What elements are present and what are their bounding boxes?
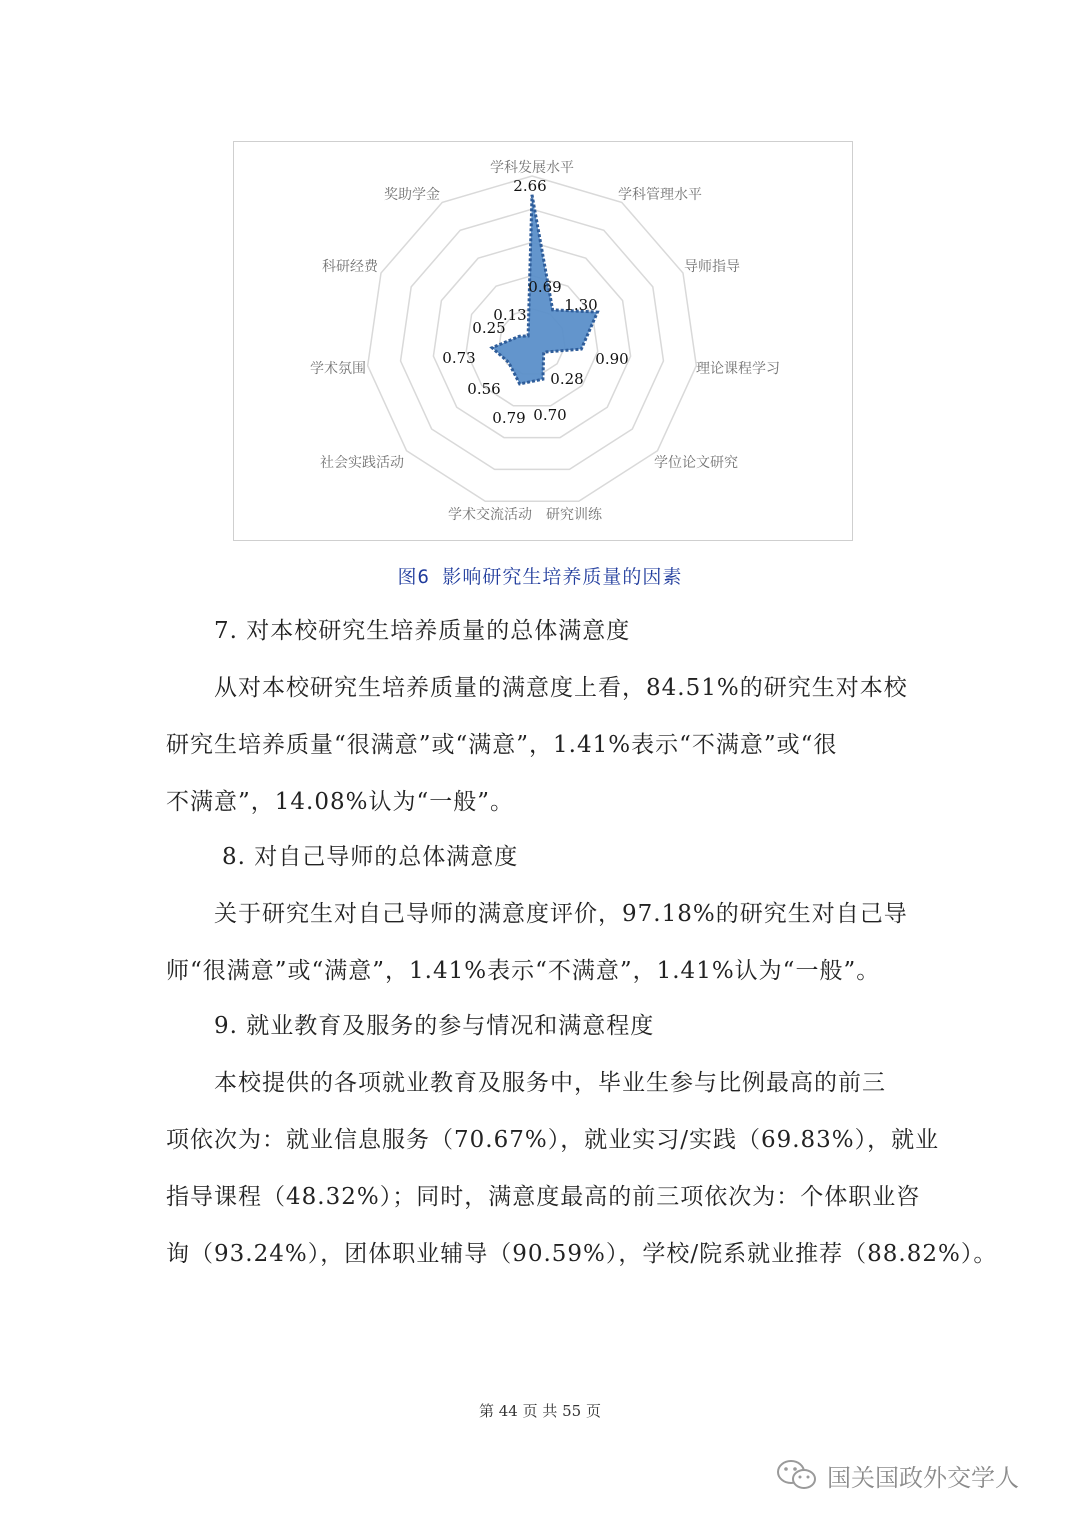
radar-value-label: 0.79 — [492, 409, 526, 427]
s8-line-1: 关于研究生对自己导师的满意度评价，97.18%的研究生对自己导 — [214, 901, 908, 927]
s9-line-4: 询（93.24%），团体职业辅导（90.59%），学校/院系就业推荐（88.82%）。 — [166, 1241, 998, 1267]
radar-value-label: 0.28 — [550, 370, 584, 388]
radar-axis-label: 导师指导 — [684, 259, 740, 275]
radar-value-label: 0.13 — [493, 306, 527, 324]
radar-value-label: 0.56 — [467, 380, 501, 398]
radar-value-label: 0.70 — [533, 406, 567, 424]
radar-axis-label: 学术交流活动 — [448, 507, 532, 523]
radar-value-label: 2.66 — [513, 177, 547, 195]
watermark — [775, 1455, 1019, 1495]
section-9-heading: 9. 就业教育及服务的参与情况和满意程度 — [214, 1013, 655, 1039]
radar-axis-label: 学位论文研究 — [654, 455, 738, 471]
radar-axis-label: 学科管理水平 — [618, 187, 702, 203]
wechat-icon — [775, 1458, 819, 1492]
radar-value-label: 0.73 — [442, 349, 476, 367]
radar-axis-label: 社会实践活动 — [320, 455, 404, 471]
radar-axis-label: 学科发展水平 — [490, 160, 574, 176]
radar-axis-label: 理论课程学习 — [696, 361, 780, 377]
section-7-heading: 7. 对本校研究生培养质量的总体满意度 — [214, 618, 631, 644]
s9-line-3: 指导课程（48.32%）；同时，满意度最高的前三项依次为：个体职业咨 — [166, 1184, 921, 1210]
s7-line-1: 从对本校研究生培养质量的满意度上看，84.51%的研究生对本校 — [214, 675, 908, 701]
radar-axis-label: 学术氛围 — [310, 361, 366, 377]
s9-line-2: 项依次为：就业信息服务（70.67%），就业实习/实践（69.83%），就业 — [166, 1127, 940, 1153]
s7-line-2: 研究生培养质量“很满意”或“满意”，1.41%表示“不满意”或“很 — [166, 732, 838, 758]
page-footer: 第 44 页 共 55 页 — [478, 1402, 601, 1420]
radar-value-label: 1.30 — [564, 296, 598, 314]
radar-axis-label: 科研经费 — [322, 259, 378, 275]
radar-axis-label: 研究训练 — [546, 507, 602, 523]
figure-caption: 图6 影响研究生培养质量的因素 — [397, 566, 683, 588]
radar-chart — [233, 141, 853, 541]
s9-line-1: 本校提供的各项就业教育及服务中，毕业生参与比例最高的前三 — [214, 1070, 886, 1096]
radar-value-label: 0.69 — [528, 278, 562, 296]
radar-value-label: 0.25 — [472, 319, 506, 337]
section-8-heading: 8. 对自己导师的总体满意度 — [222, 844, 519, 870]
s7-line-3: 不满意”，14.08%认为“一般”。 — [166, 789, 514, 815]
s8-line-2: 师“很满意”或“满意”，1.41%表示“不满意”，1.41%认为“一般”。 — [166, 958, 881, 984]
watermark-text: 国关国政外交学人 — [827, 1463, 1019, 1492]
radar-value-label: 0.90 — [595, 350, 629, 368]
radar-axis-label: 奖助学金 — [384, 187, 440, 203]
radar-svg — [234, 142, 854, 542]
